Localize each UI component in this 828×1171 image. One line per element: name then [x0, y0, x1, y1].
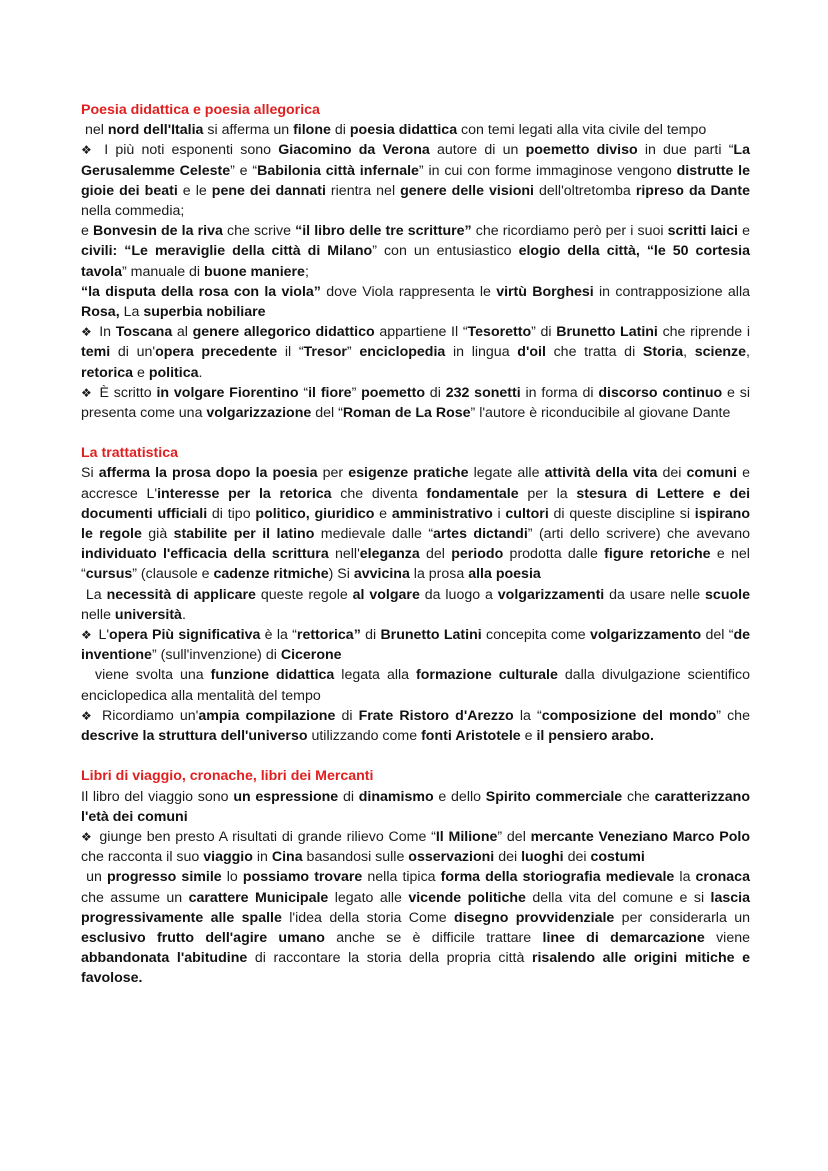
bold-term: dinamismo — [358, 788, 434, 805]
bold-term: stabilite per il latino — [173, 526, 315, 543]
section-heading: Poesia didattica e poesia allegorica — [81, 102, 320, 118]
bold-term: Cina — [271, 849, 303, 866]
bold-term: Brunetto Latini — [380, 627, 482, 644]
bullet-paragraph: ❖ I più noti esponenti sono Giacomino da Verona autore di un poemetto diviso in due parti “La Gerusalemme Celeste” e “Babilonia città infernale” in cui con forme immaginose vengono distrutte le gioie dei beati e le pene dei dannati rientra nel genere delle visioni dell'oltretomba ripreso da Dante nella commedia; — [81, 142, 751, 220]
paragraph: Il libro del viaggio sono un espressione di dinamismo e dello Spirito commerciale che caratterizzano l'età dei comuni — [81, 788, 750, 825]
bold-term: superbia nobiliare — [143, 304, 266, 321]
bold-term: descrive la struttura dell'universo — [81, 728, 308, 745]
section-body — [81, 120, 750, 423]
bold-term: Giacomino da Verona — [278, 142, 430, 159]
bold-term: linee di demarcazione — [542, 929, 705, 946]
paragraph: La necessità di applicare queste regole al volgare da luogo a volgarizzamenti da usare nelle scuole nelle università. — [81, 586, 750, 623]
bold-term: opera precedente — [155, 344, 278, 361]
bold-term: elogio della città, “le 50 cortesia tavola — [81, 243, 750, 280]
bold-term: volgarizzamento — [590, 627, 702, 644]
bullet-icon: ❖ — [81, 325, 93, 340]
section-libri-di-viaggio — [81, 766, 750, 988]
bold-term: discorso continuo — [598, 384, 723, 401]
bold-term: poemetto diviso — [525, 142, 638, 159]
bold-term: composizione del mondo — [541, 707, 717, 724]
paragraph: Si afferma la prosa dopo la poesia per esigenze pratiche legate alle attività della vita dei comuni e accresce L'interesse per la retorica che diventa fondamentale per la stesura di Lettere e dei documenti ufficiali di tipo politico, giuridico e amministrativo i cultori di queste discipline si ispirano le regole già stabilite per il latino medievale dalle “artes dictandi” (arti dello scrivere) che avevano individuato l'efficacia della scrittura nell'eleganza del periodo prodotta dalle figure retoriche e nel “cursus” (clausole e cadenze ritmiche) Si avvicina la prosa alla poesia — [81, 465, 751, 583]
bold-term: il fiore — [308, 384, 352, 401]
bold-term: poemetto — [361, 384, 425, 401]
bold-term: risalendo alle origini mitiche e favolose. — [81, 950, 750, 987]
bold-term: politico, giuridico — [255, 505, 375, 522]
paragraph: viene svolta una funzione didattica legata alla formazione culturale dalla divulgazione scientifico enciclopedica alla mentalità del tempo — [81, 667, 750, 704]
bold-term: pene dei dannati — [211, 182, 326, 199]
bold-term: volgarizzazione — [206, 405, 312, 422]
bold-term: genere delle visioni — [400, 182, 534, 199]
bold-term: lascia progressivamente alle spalle — [81, 889, 750, 926]
bold-term: genere allegorico didattico — [192, 324, 375, 341]
bold-term: cursus — [85, 566, 133, 583]
bullet-icon: ❖ — [81, 708, 94, 723]
bold-term: luoghi — [521, 849, 564, 866]
bold-term: ispirano le regole — [81, 505, 750, 543]
bold-term: Brunetto Latini — [556, 324, 658, 341]
bold-term: poesia didattica — [349, 122, 458, 139]
section-body — [81, 463, 750, 746]
bold-term: d'oil — [517, 344, 546, 361]
bold-term: un espressione — [233, 788, 339, 805]
bold-term: scienze — [694, 344, 747, 361]
bold-term: esigenze pratiche — [348, 465, 469, 482]
bold-term: opera Più significativa — [109, 627, 261, 644]
bold-term: ampia compilazione — [198, 707, 336, 724]
bold-term: periodo — [451, 546, 504, 563]
bold-term: scritti laici — [667, 223, 738, 240]
bold-term: afferma la prosa dopo la poesia — [98, 465, 318, 482]
bold-term: “il libro delle tre scritture” — [295, 223, 472, 240]
bold-term: Toscana — [115, 324, 173, 341]
bold-term: artes dictandi — [433, 526, 528, 543]
bold-term: al volgare — [352, 586, 420, 603]
bold-term: vicende politiche — [408, 889, 526, 906]
bullet-icon: ❖ — [81, 829, 93, 844]
bold-term: cadenze ritmiche — [213, 566, 329, 583]
bold-term: mercante Veneziano Marco Polo — [530, 828, 750, 845]
bold-term: Bonvesin de la riva — [93, 223, 223, 240]
bold-term: osservazioni — [408, 849, 495, 866]
bold-term: interesse per la retorica — [157, 485, 332, 502]
section-trattatistica — [81, 443, 750, 746]
bold-term: cultori — [505, 505, 549, 522]
bold-term: retorica — [81, 364, 134, 381]
bold-term: figure retoriche — [604, 546, 711, 563]
bold-term: filone — [293, 122, 331, 139]
bold-term: il pensiero arabo. — [536, 728, 654, 745]
bold-term: rettorica” — [296, 627, 361, 644]
bold-term: civili: “Le meraviglie della città di Milano — [81, 243, 373, 260]
bold-term: Rosa, — [81, 304, 120, 321]
bold-term: distrutte le gioie dei beati — [81, 162, 751, 199]
bold-term: politica — [148, 364, 199, 381]
bold-term: caratterizzano l'età dei comuni — [81, 788, 750, 825]
bullet-icon: ❖ — [81, 628, 93, 643]
bold-term: esclusivo frutto dell'agire umano — [81, 929, 325, 946]
bullet-paragraph: ❖ giunge ben presto A risultati di grande rilievo Come “Il Milione” del mercante Veneziano Marco Polo che racconta il suo viaggio in Cina basandosi sulle osservazioni dei luoghi dei costumi — [81, 828, 750, 866]
paragraph: nel nord dell'Italia si afferma un filone di poesia didattica con temi legati alla vita civile del tempo — [84, 122, 707, 139]
bold-term: comuni — [686, 465, 737, 482]
bold-term: costumi — [590, 849, 645, 866]
bold-term: nord dell'Italia — [107, 122, 204, 139]
bold-term: stesura di Lettere e dei documenti ufficiali — [81, 485, 751, 522]
section-poesia-didattica — [81, 100, 750, 423]
bold-term: Storia — [642, 344, 684, 361]
bold-term: funzione didattica — [210, 667, 335, 684]
bullet-icon: ❖ — [81, 385, 93, 400]
bold-term: cronaca — [695, 869, 750, 886]
bold-term: in volgare Fiorentino — [156, 384, 299, 401]
bold-term: Roman de La Rose — [342, 405, 471, 422]
bullet-paragraph: ❖ Ricordiamo un'ampia compilazione di Frate Ristoro d'Arezzo la “composizione del mondo” che descrive la struttura dell'universo utilizzando come fonti Aristotele e il pensiero arabo. — [81, 707, 750, 745]
bold-term: Frate Ristoro d'Arezzo — [358, 707, 514, 724]
bold-term: viaggio — [203, 849, 253, 866]
bold-term: progresso simile — [106, 869, 222, 886]
bold-term: individuato l'efficacia della scrittura — [81, 546, 329, 563]
section-heading: Libri di viaggio, cronache, libri dei Mercanti — [81, 768, 374, 785]
bold-term: necessità di applicare — [106, 586, 256, 603]
bold-term: carattere Municipale — [188, 889, 329, 906]
bold-term: volgarizzamenti — [497, 586, 605, 603]
bullet-paragraph: ❖ In Toscana al genere allegorico didattico appartiene Il “Tesoretto” di Brunetto Latini che riprende i temi di un'opera precedente il “Tresor” enciclopedia in lingua d'oil che tratta di Storia, scienze, retorica e politica. — [81, 324, 750, 381]
section-body — [81, 787, 750, 989]
bold-term: “la disputa della rosa con la viola” — [81, 283, 321, 300]
section-heading: La trattatistica — [81, 445, 178, 462]
bold-term: ripreso da Dante — [635, 182, 750, 199]
bold-term: fonti Aristotele — [421, 728, 521, 745]
bold-term: 232 sonetti — [445, 384, 521, 401]
bold-term: de inventione — [81, 627, 750, 664]
bold-term: buone maniere — [204, 263, 305, 280]
bold-term: Tresor — [303, 344, 347, 361]
bullet-paragraph: ❖ È scritto in volgare Fiorentino “il fiore” poemetto di 232 sonetti in forma di discorso continuo e si presenta come una volgarizzazione del “Roman de La Rose” l'autore è riconducibile al giovane Dante — [81, 384, 751, 422]
bold-term: università — [114, 606, 182, 623]
bold-term: amministrativo — [391, 505, 493, 522]
bold-term: Il Milione — [435, 828, 498, 845]
bold-term: Cicerone — [280, 647, 342, 664]
bullet-paragraph: ❖ L'opera Più significativa è la “rettorica” di Brunetto Latini concepita come volgarizzamento del “de inventione” (sull'invenzione) di Cicerone — [81, 627, 750, 664]
paragraph: e Bonvesin de la riva che scrive “il libro delle tre scritture” che ricordiamo però per i suoi scritti laici e civili: “Le meraviglie della città di Milano” con un entusiastico elogio della città, “le 50 cortesia tavola” manuale di buone maniere; — [81, 223, 750, 280]
bold-term: enciclopedia — [359, 344, 446, 361]
bold-term: disegno provvidenziale — [453, 909, 615, 926]
bold-term: possiamo trovare — [242, 869, 363, 886]
bold-term: scuole — [705, 586, 750, 603]
bold-term: formazione culturale — [416, 667, 558, 684]
bold-term: avvicina — [353, 566, 410, 583]
bold-term: forma della storiografia medievale — [440, 869, 675, 886]
paragraph: un progresso simile lo possiamo trovare nella tipica forma della storiografia medievale la cronaca che assume un carattere Municipale legato alle vicende politiche della vita del comune e si lascia progressivamente alle spalle l'idea della storia Come disegno provvidenziale per considerarla un esclusivo frutto dell'agire umano anche se è difficile trattare linee di demarcazione viene abbandonata l'abitudine di raccontare la storia della propria città risalendo alle origini mitiche e favolose. — [81, 869, 750, 987]
bold-term: La Gerusalemme Celeste — [81, 142, 750, 179]
bold-term: Babilonia città infernale — [257, 162, 419, 179]
bold-term: attività della vita — [544, 465, 658, 482]
bold-term: Spirito commerciale — [485, 788, 623, 805]
bullet-icon: ❖ — [81, 143, 96, 158]
bold-term: fondamentale — [426, 485, 519, 502]
paragraph: “la disputa della rosa con la viola” dove Viola rappresenta le virtù Borghesi in contrapposizione alla Rosa, La superbia nobiliare — [81, 283, 750, 321]
bold-term: temi — [81, 344, 111, 361]
bold-term: Tesoretto — [467, 324, 532, 341]
bold-term: eleganza — [359, 546, 420, 563]
bold-term: alla poesia — [468, 566, 541, 583]
bold-term: abbandonata l'abitudine — [81, 950, 248, 967]
bold-term: virtù Borghesi — [496, 283, 594, 300]
